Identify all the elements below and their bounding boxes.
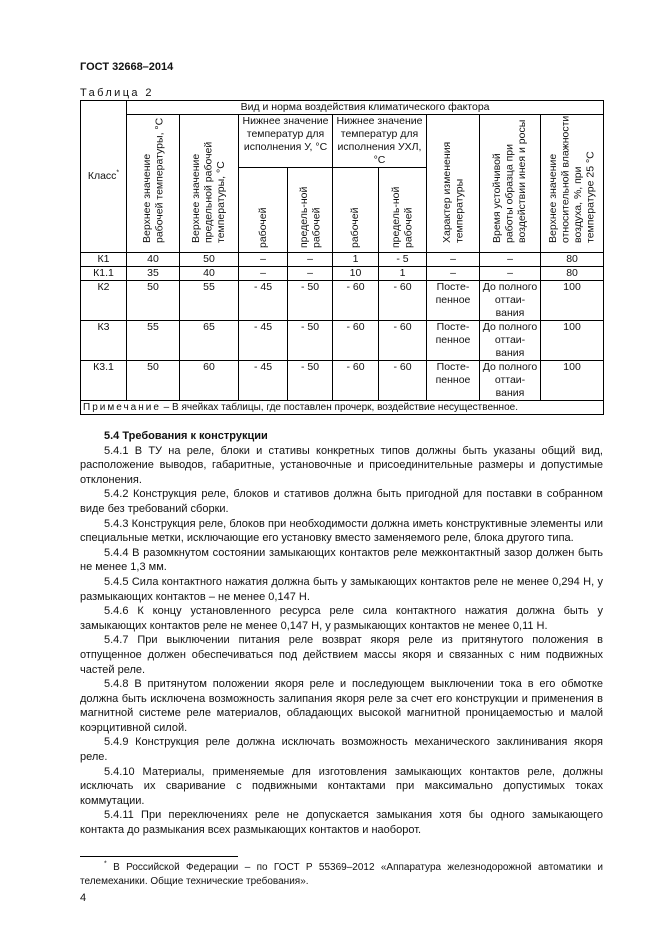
footnote: * В Российской Федерации – по ГОСТ Р 55369–2012 «Аппаратура железнодорожной автоматики и телемеханики. Общие технические требования». [80,860,603,887]
table-cell: - 50 [288,281,333,321]
table-cell: К3.1 [81,361,127,401]
table-cell: 55 [180,281,239,321]
table-cell: – [480,253,541,267]
col-header: Нижнее значение температур для исполнения УХЛ, °С [333,115,427,168]
table-cell: Посте-пенное [427,321,480,361]
table-cell: - 45 [239,281,288,321]
paragraph: 5.4.1 В ТУ на реле, блоки и стативы конкретных типов должны быть указаны общий вид, расположение выводов, габаритные, установочные и присоединительные размеры и допустимые отклонения. [80,444,603,486]
table-note: Примечание – В ячейках таблицы, где поставлен прочерк, воздействие несущественное. [81,401,604,415]
table-cell: – [427,253,480,267]
table-cell: К2 [81,281,127,321]
table-cell: 80 [541,267,604,281]
section-title: 5.4 Требования к конструкции [104,430,268,442]
col-header: Нижнее значение температур для исполнения У, °С [239,115,333,168]
document-header: ГОСТ 32668–2014 [80,61,174,73]
table-cell: 100 [541,281,604,321]
table-cell: К1.1 [81,267,127,281]
table-cell: 50 [127,361,180,401]
paragraph: 5.4.3 Конструкция реле, блоков при необходимости должна иметь конструктивные элементы или специальные метки, исключающие его установку вместо заменяемого реле, блока другого типа. [80,517,603,545]
group-header: Вид и норма воздействия климатического фактора [127,101,604,115]
table-cell: До полного оттаи-вания [480,361,541,401]
table-cell: – [239,253,288,267]
table-cell: Посте-пенное [427,361,480,401]
page-number: 4 [80,891,87,904]
paragraph: 5.4.6 К концу установленного ресурса реле сила контактного нажатия должна быть у замыкающих контактов реле не менее 0,147 Н, у размыкающих контактов не менее 0,11 Н. [80,605,603,632]
section-body [80,429,603,838]
table-cell: - 60 [333,361,379,401]
table-cell: К3 [81,321,127,361]
paragraph: 5.4.11 При переключениях реле не допускается замыкания хотя бы одного замыкающего контакта до размыкания всех размыкающих контактов и наоборот. [80,809,603,837]
table-cell: – [427,267,480,281]
paragraph: 5.4.2 Конструкция реле, блоков и стативов должна быть пригодной для поставки в собранном виде без требований сборки. [80,488,603,515]
table-cell: 80 [541,253,604,267]
table-cell: 55 [127,321,180,361]
table-cell: 50 [127,281,180,321]
table-cell: 60 [180,361,239,401]
table-cell: – [288,267,333,281]
paragraph: 5.4.10 Материалы, применяемые для изготовления замыкающих контактов реле, должны исключать их сваривание с подвижными контактами при максимально допустимых токах коммутации. [80,765,603,807]
paragraph: 5.4.4 В разомкнутом состоянии замыкающих контактов реле межконтактный зазор должен быть не менее 1,3 мм. [80,546,603,574]
sub-header: рабочей [333,168,379,253]
table-caption: Таблица 2 [80,87,154,99]
sub-header: предель-ной рабочей [288,168,333,253]
table-cell: - 60 [333,321,379,361]
table-row [81,281,604,321]
table-cell: 40 [127,253,180,267]
table-cell: – [480,267,541,281]
sub-header: рабочей [239,168,288,253]
col-header: Верхнее значение рабочей температуры, °С [127,115,180,253]
class-header: Класс* [81,101,127,253]
col-header: Время устойчивой работы образца при воздействии инея и росы [480,115,541,253]
table-cell: - 60 [379,361,427,401]
table-row [81,321,604,361]
table-cell: 100 [541,321,604,361]
table-cell: - 45 [239,361,288,401]
table-cell: Посте-пенное [427,281,480,321]
table-cell: До полного оттаи-вания [480,281,541,321]
footnote-divider [80,856,238,857]
paragraph: 5.4.7 При выключении питания реле возврат якоря реле из притянутого положения в отпущенное должен обеспечиваться под действием массы якоря и связанных с ним подвижных частей реле. [80,634,603,676]
table-cell: 35 [127,267,180,281]
table-row [81,361,604,401]
table-cell: 10 [333,267,379,281]
table-cell: - 50 [288,361,333,401]
table-cell: 100 [541,361,604,401]
table-row [81,253,604,267]
table-cell: - 45 [239,321,288,361]
paragraph: 5.4.8 В притянутом положении якоря реле и последующем выключении тока в его обмотке должна быть исключена возможность залипания якоря реле за счет его конструкции и применения в магнитной системе реле материалов, обладающих высокой магнитной проницаемостью и малой коэрцитивной силой. [80,678,603,734]
col-header: Верхнее значение предельной рабочей температуры, °С [180,115,239,253]
table-cell: - 60 [379,321,427,361]
table-cell: К1 [81,253,127,267]
table-cell: 65 [180,321,239,361]
col-header: Верхнее значение относительной влажности воздуха, %, при температуре 25 °С [541,115,604,253]
table-cell: 40 [180,267,239,281]
table-cell: – [288,253,333,267]
table-cell: - 5 [379,253,427,267]
sub-header: предель-ной рабочей [379,168,427,253]
table-row [81,267,604,281]
table-cell: - 50 [288,321,333,361]
table-cell: До полного оттаи-вания [480,321,541,361]
col-header: Характер изменения температуры [427,115,480,253]
table-cell: 1 [333,253,379,267]
paragraph: 5.4.9 Конструкция реле должна исключать возможность механического заклинивания якоря реле. [80,736,603,764]
table-cell: 50 [180,253,239,267]
table-cell: 1 [379,267,427,281]
paragraph: 5.4.5 Сила контактного нажатия должна быть у замыкающих контактов реле не менее 0,294 Н, у размыкающих контактов – не менее 0,147 Н. [80,575,603,603]
climate-table [80,100,604,415]
table-cell: - 60 [379,281,427,321]
table-cell: - 60 [333,281,379,321]
page [80,60,603,905]
table-cell: – [239,267,288,281]
